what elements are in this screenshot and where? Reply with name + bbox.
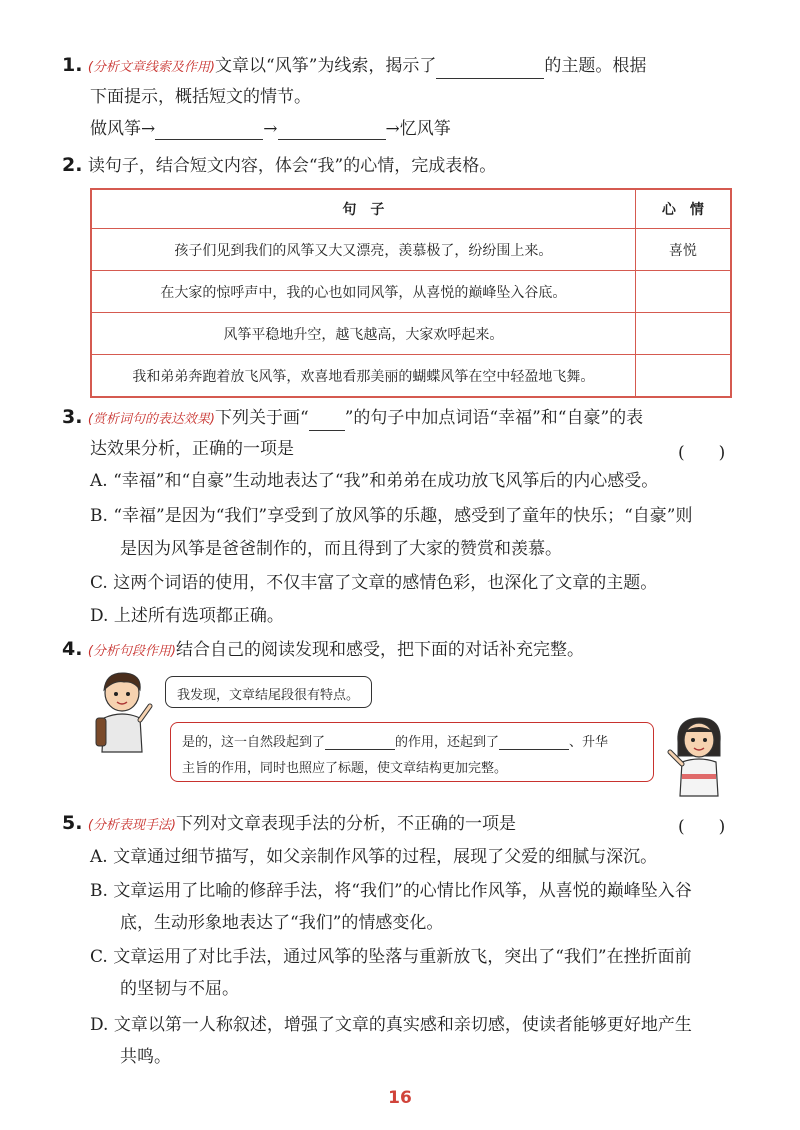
q4-number: 4. xyxy=(62,638,83,660)
q3-answer-paren[interactable]: ( ) xyxy=(678,443,726,463)
mood-table xyxy=(90,188,732,398)
q2-number: 2. xyxy=(62,154,83,176)
row-sentence: 我和弟弟奔跑着放飞风筝，欢喜地看那美丽的蝴蝶风筝在空中轻盈地飞舞。 xyxy=(91,355,635,398)
q4-tag: (分析句段作用) xyxy=(87,644,177,659)
row-mood-input[interactable] xyxy=(635,313,731,355)
bubble-girl-line2: 主旨的作用，同时也照应了标题，使文章结构更加完整。 xyxy=(182,761,508,776)
q5-line1 xyxy=(62,812,516,837)
option-text: 文章以第一人称叙述，增强了文章的真实感和亲切感，使读者能够更好地产生 xyxy=(113,1015,692,1035)
q3-option-b[interactable] xyxy=(90,505,692,527)
q1-flow-start: 做风筝→ xyxy=(90,119,156,139)
option-label: A. xyxy=(90,847,108,867)
q3-number: 3. xyxy=(62,406,83,428)
table-row xyxy=(91,271,731,313)
speech-bubble-girl xyxy=(170,722,654,782)
option-label: C. xyxy=(90,573,108,593)
q3-option-c[interactable] xyxy=(90,572,657,594)
q4-blank-function-2[interactable] xyxy=(499,735,569,750)
q5-tag: (分析表现手法) xyxy=(87,818,177,833)
option-label: A. xyxy=(90,471,108,491)
page-number: 16 xyxy=(388,1088,412,1108)
q5-text: 下列对文章表现手法的分析，不正确的一项是 xyxy=(176,814,517,834)
header-sentence: 句 子 xyxy=(91,189,635,229)
option-text: “幸福”和“自豪”生动地表达了“我”和弟弟在成功放飞风筝后的内心感受。 xyxy=(113,471,659,491)
q4-line1 xyxy=(62,638,584,663)
q2-text: 读句子，结合短文内容，体会“我”的心情，完成表格。 xyxy=(87,156,497,176)
row-mood-input[interactable] xyxy=(635,271,731,313)
row-mood-input[interactable] xyxy=(635,355,731,398)
bubble-boy-text: 我发现，文章结尾段很有特点。 xyxy=(177,688,360,703)
q4-blank-function-1[interactable] xyxy=(325,735,395,750)
q2-line1 xyxy=(62,154,496,177)
q5-option-c-cont: 的坚韧与不屈。 xyxy=(120,979,239,999)
q3-text-a: 下列关于画“ xyxy=(215,408,309,428)
table-header-row xyxy=(91,189,731,229)
q3-underline-marker xyxy=(309,412,345,431)
q5-option-c[interactable] xyxy=(90,946,692,968)
option-text: 文章通过细节描写，如父亲制作风筝的过程，展现了父爱的细腻与深沉。 xyxy=(113,847,658,867)
option-label: D. xyxy=(90,606,109,626)
q1-number: 1. xyxy=(62,54,83,76)
option-label: D. xyxy=(90,1015,109,1035)
q3-line1 xyxy=(62,406,643,431)
row-sentence: 孩子们见到我们的风筝又大又漂亮，羡慕极了，纷纷围上来。 xyxy=(91,229,635,271)
q3-tag: (赏析词句的表达效果) xyxy=(87,412,216,427)
q5-answer-paren[interactable]: ( ) xyxy=(678,817,726,837)
option-text: “幸福”是因为“我们”享受到了放风筝的乐趣，感受到了童年的快乐；“自豪”则 xyxy=(113,506,693,526)
boy-illustration xyxy=(88,668,158,756)
girl-illustration xyxy=(664,712,734,798)
q5-option-b[interactable] xyxy=(90,880,692,902)
q3-text-b: ”的句子中加点词语“幸福”和“自豪”的表 xyxy=(344,408,644,428)
row-sentence: 风筝平稳地升空，越飞越高，大家欢呼起来。 xyxy=(91,313,635,355)
q5-option-d[interactable] xyxy=(90,1014,692,1036)
q1-blank-plot-2[interactable] xyxy=(278,121,386,140)
q5-option-a[interactable] xyxy=(90,846,657,868)
row-mood: 喜悦 xyxy=(635,229,731,271)
row-sentence: 在大家的惊呼声中，我的心也如同风筝，从喜悦的巅峰坠入谷底。 xyxy=(91,271,635,313)
q1-text-b: 的主题。根据 xyxy=(544,56,647,76)
bubble-girl-text-b: 的作用，还起到了 xyxy=(395,735,500,750)
q4-text: 结合自己的阅读发现和感受，把下面的对话补充完整。 xyxy=(176,640,585,660)
q1-line2: 下面提示，概括短文的情节。 xyxy=(90,87,311,107)
option-text: 文章运用了对比手法，通过风筝的坠落与重新放飞，突出了“我们”在挫折面前 xyxy=(113,947,692,967)
option-label: C. xyxy=(90,947,108,967)
table-row xyxy=(91,313,731,355)
q1-blank-theme[interactable] xyxy=(436,60,544,79)
q1-tag: (分析文章线索及作用) xyxy=(87,60,216,75)
bubble-girl-line1 xyxy=(182,731,608,750)
q3-line2: 达效果分析，正确的一项是 xyxy=(90,439,294,459)
q5-option-b-cont: 底，生动形象地表达了“我们”的情感变化。 xyxy=(120,913,444,933)
bubble-girl-text-a: 是的，这一自然段起到了 xyxy=(182,735,326,750)
speech-bubble-boy xyxy=(165,676,372,708)
table-row xyxy=(91,355,731,398)
option-label: B. xyxy=(90,881,108,901)
option-text: 文章运用了比喻的修辞手法，将“我们”的心情比作风筝，从喜悦的巅峰坠入谷 xyxy=(113,881,692,901)
q5-option-d-cont: 共鸣。 xyxy=(120,1047,171,1067)
option-text: 上述所有选项都正确。 xyxy=(113,606,284,626)
header-mood: 心 情 xyxy=(635,189,731,229)
q1-text-a: 文章以“风筝”为线索，揭示了 xyxy=(215,56,437,76)
q1-plot-flow xyxy=(90,118,451,140)
option-text: 这两个词语的使用，不仅丰富了文章的感情色彩，也深化了文章的主题。 xyxy=(113,573,658,593)
q3-option-b-cont: 是因为风筝是爸爸制作的，而且得到了大家的赞赏和羡慕。 xyxy=(120,539,562,559)
q1-blank-plot-1[interactable] xyxy=(155,121,263,140)
option-label: B. xyxy=(90,506,108,526)
q5-number: 5. xyxy=(62,812,83,834)
q3-option-a[interactable] xyxy=(90,470,658,492)
q1-line1 xyxy=(62,54,646,79)
q1-flow-arrow: → xyxy=(263,119,278,139)
table-row xyxy=(91,229,731,271)
q1-flow-end: →忆风筝 xyxy=(385,119,451,139)
q3-option-d[interactable] xyxy=(90,605,284,627)
bubble-girl-text-c: 、升华 xyxy=(569,735,609,750)
